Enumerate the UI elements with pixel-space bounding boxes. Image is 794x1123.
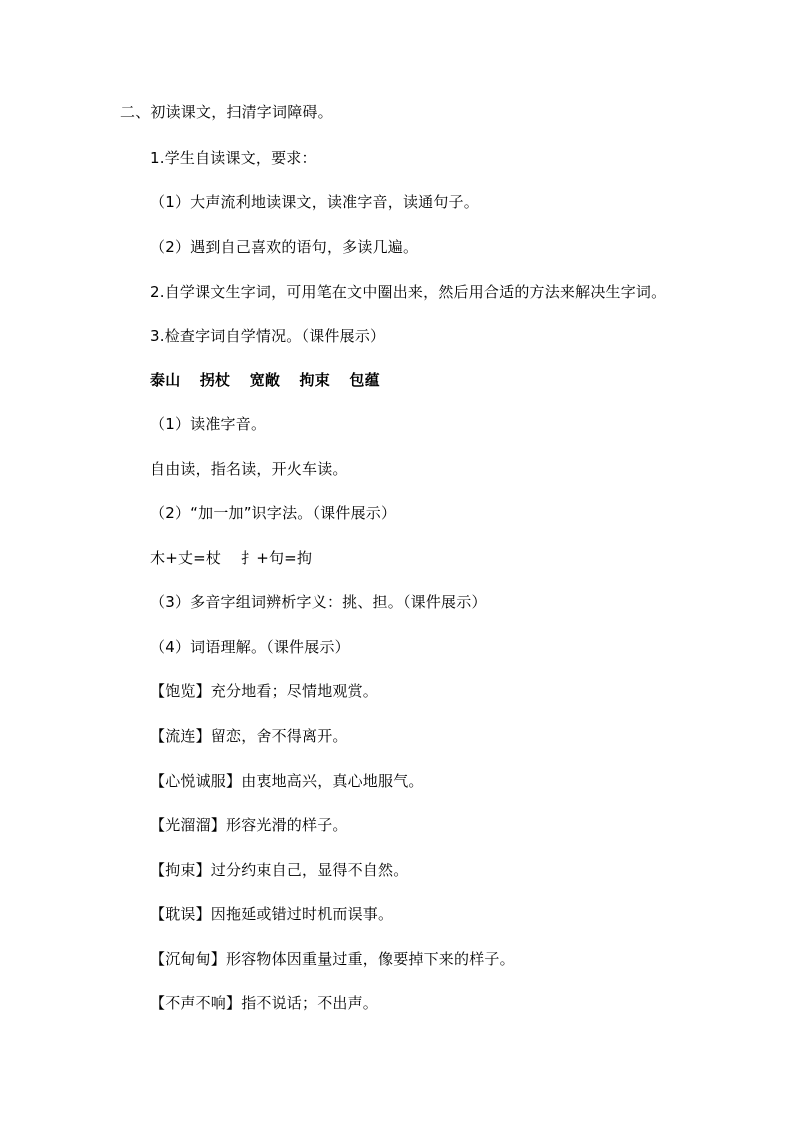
step-1-text: 1.学生自读课文，要求： xyxy=(150,149,317,167)
sub-step-3: （3）多音字组词辨析字义：挑、担。（课件展示） xyxy=(150,593,487,611)
vocabulary-term: 拐杖 xyxy=(199,371,231,389)
definition-item: 【心悦诚服】由衷地高兴，真心地服气。 xyxy=(150,772,424,790)
sub-step-1: （1）读准字音。 xyxy=(150,415,267,433)
sub-step-4: （4）词语理解。（课件展示） xyxy=(150,638,350,656)
vocabulary-term: 宽敞 xyxy=(249,371,281,389)
sub-step-2-formula: 木+丈=杖 扌+句=拘 xyxy=(150,549,313,567)
step-1-item-1: （1）大声流利地读课文，读准字音，读通句子。 xyxy=(150,193,479,211)
definition-item: 【沉甸甸】形容物体因重量过重，像要掉下来的样子。 xyxy=(150,950,515,968)
sub-step-1-note: 自由读，指名读，开火车读。 xyxy=(150,460,348,478)
step-2-text: 2.自学课文生字词，可用笔在文中圈出来，然后用合适的方法来解决生字词。 xyxy=(150,283,667,301)
sub-step-2: （2）“加一加”识字法。（课件展示） xyxy=(150,504,397,522)
vocabulary-term: 包蕴 xyxy=(349,371,380,389)
step-1-item-2: （2）遇到自己喜欢的语句，多读几遍。 xyxy=(150,238,419,256)
definition-item: 【饱览】充分地看；尽情地观赏。 xyxy=(150,682,379,700)
definition-item: 【光溜溜】形容光滑的样子。 xyxy=(150,816,348,834)
vocabulary-term: 泰山 xyxy=(150,371,181,389)
definition-item: 【拘束】过分约束自己，显得不自然。 xyxy=(150,861,409,879)
vocabulary-terms xyxy=(150,370,394,390)
definition-item: 【不声不响】指不说话；不出声。 xyxy=(150,994,379,1012)
vocabulary-term: 拘束 xyxy=(299,371,330,389)
section-heading: 二、初读课文，扫清字词障碍。 xyxy=(120,103,333,121)
definition-item: 【流连】留恋，舍不得离开。 xyxy=(150,727,348,745)
step-3-text: 3.检查字词自学情况。（课件展示） xyxy=(150,327,386,345)
definition-item: 【耽误】因拖延或错过时机而误事。 xyxy=(150,905,394,923)
